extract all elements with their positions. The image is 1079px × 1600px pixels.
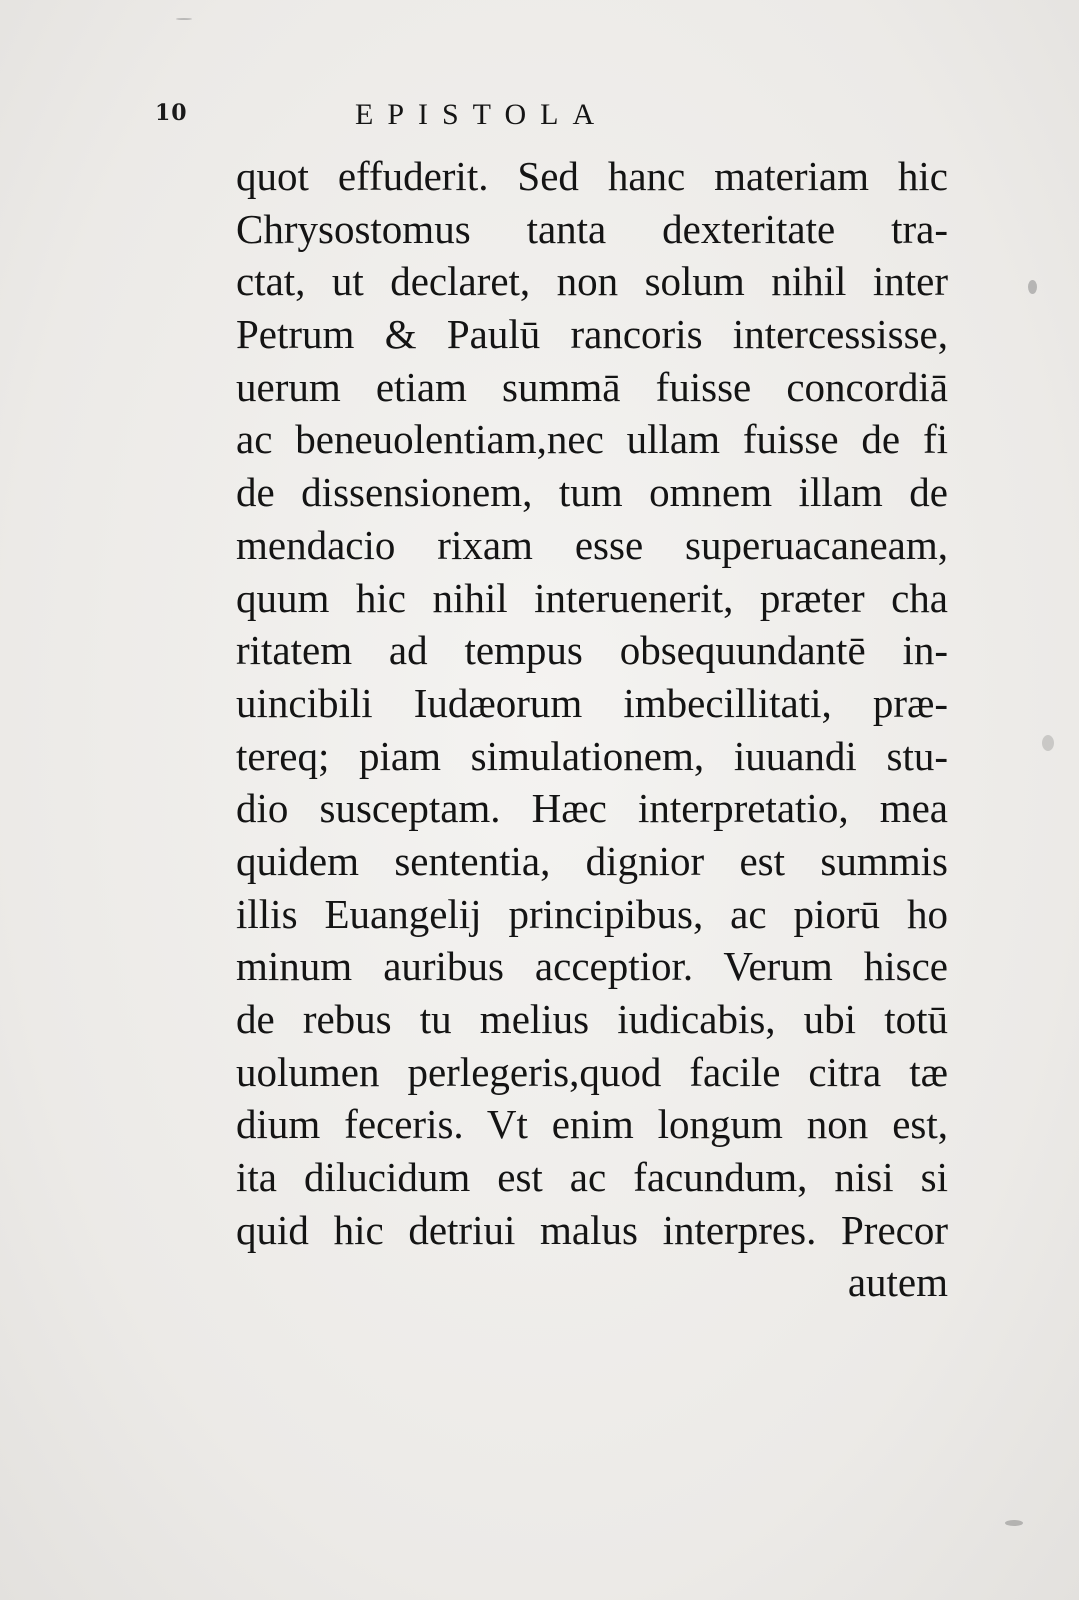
text-line: uerum etiam summā fuisse concordiā	[236, 363, 948, 410]
text-line: Chrysostomus tanta dexteritate tra-	[236, 205, 948, 252]
text-line: quum hic nihil interuenerit, præter cha	[236, 574, 948, 621]
text-line: quidem sententia, dignior est summis	[236, 837, 948, 884]
text-line: Petrum & Paulū rancoris intercessisse,	[236, 311, 948, 358]
text-line: de dissensionem, tum omnem illam de	[236, 469, 948, 516]
text-line: ita dilucidum est ac facundum, nisi si	[236, 1154, 948, 1201]
text-line: quid hic detriui malus interpres. Precor	[236, 1206, 948, 1253]
text-line: minum auribus acceptior. Verum hisce	[236, 943, 948, 990]
text-line: illis Euangelij principibus, ac piorū ho	[236, 890, 948, 937]
running-title: EPISTOLA	[355, 98, 609, 131]
text-line: tereq; piam simulationem, iuuandi stu-	[236, 732, 948, 779]
page-header	[0, 98, 1079, 138]
paper-speck	[1028, 280, 1037, 294]
text-line: ctat, ut declaret, non solum nihil inter	[236, 258, 948, 305]
text-line: uolumen perlegeris,quod facile citra tæ	[236, 1048, 948, 1095]
catchword: autem	[847, 1259, 948, 1306]
text-line: dium feceris. Vt enim longum non est,	[236, 1101, 948, 1148]
paper-speck	[1005, 1520, 1023, 1526]
text-line: dio susceptam. Hæc interpretatio, mea	[236, 785, 948, 832]
text-line: ac beneuolentiam,nec ullam fuisse de fi	[236, 416, 948, 463]
paper-speck	[1042, 735, 1054, 751]
text-line: mendacio rixam esse superuacaneam,	[236, 521, 948, 568]
page-number: 10	[155, 100, 188, 126]
body-text	[236, 150, 948, 1309]
text-line: quot effuderit. Sed hanc materiam hic	[236, 153, 948, 199]
text-line: de rebus tu melius iudicabis, ubi totū	[236, 996, 948, 1042]
paper-speck	[176, 18, 192, 20]
text-line: uincibili Iudæorum imbecillitati, præ-	[236, 679, 948, 726]
text-line: ritatem ad tempus obsequundantē in-	[236, 627, 948, 674]
